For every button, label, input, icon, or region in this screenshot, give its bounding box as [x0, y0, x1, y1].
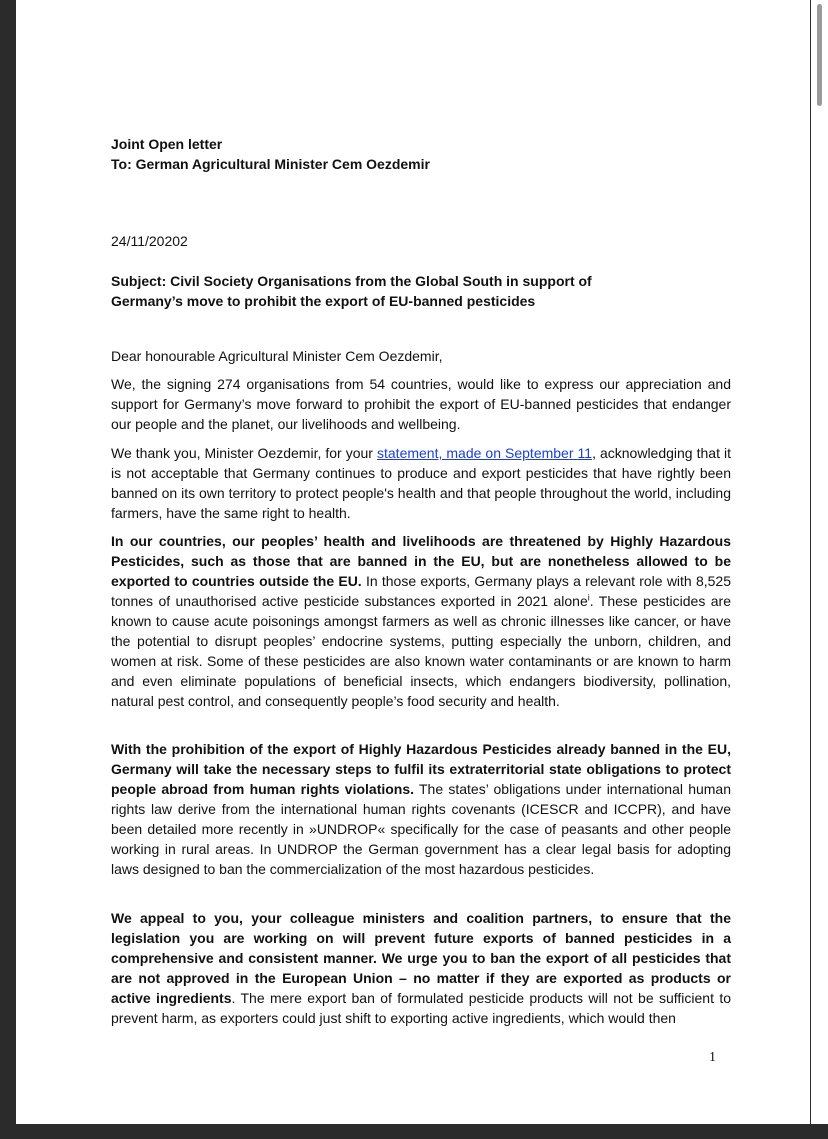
paragraph-1: We, the signing 274 organisations from 54 countries, would like to express our appreciation and support for Germany’s move forward to prohibit the export of EU-banned pesticides that endanger our people and the planet, our livelihoods and wellbeing. — [111, 376, 731, 432]
page-number: 1 — [709, 1050, 716, 1065]
paragraph-4-text: The states’ obligations under international human rights law derive from the international human rights covenants (ICESCR and ICCPR), and have been detailed more recently in »UNDROP« specifically for the case of peasants and other people working in rural areas. In UNDROP the German government has a clear legal basis for adopting laws designed to ban the commercialization of the most hazardous pesticides. — [111, 781, 731, 877]
paragraph-3-text-b: . These pesticides are known to cause acute poisonings amongst farmers as well as chronic illnesses like cancer, or have the potential to disrupt peoples’ endocrine systems, putting especially the unborn, children, and women at risk. Some of these pesticides are also known water contaminants or are known to harm and even eliminate populations of beneficial insects, which endangers biodiversity, pollination, natural pest control, and consequently people’s food security and health. — [111, 593, 731, 709]
footnote-marker: i — [587, 592, 590, 603]
paragraph-5-text: . The mere export ban of formulated pesticide products will not be sufficient to prevent harm, as exporters could just shift to exporting active ingredients, which would then — [111, 990, 731, 1026]
paragraph-2 — [111, 443, 731, 523]
letter-header — [111, 134, 731, 174]
paragraph-2-text-a: We thank you, Minister Oezdemir, for your — [111, 445, 377, 461]
paragraph-3-text-a: In those exports, Germany plays a relevant role with 8,525 tonnes of unauthorised active pesticide substances exported in 2021 alone — [111, 573, 731, 609]
paragraph-5-bold: We appeal to you, your colleague ministers and coalition partners, to ensure that the legislation you are working on will prevent future exports of banned pesticides in a comprehensive and consistent manner. We urge you to ban the export of all pesticides that are not approved in the European Union – no matter if they are exported as products or active ingredients — [111, 910, 731, 1006]
document-page — [16, 0, 810, 1124]
letter-subject — [111, 271, 731, 311]
paragraph-3 — [111, 531, 731, 711]
header-line-2: To: German Agricultural Minister Cem Oezdemir — [111, 156, 430, 172]
paragraph-4-bold: With the prohibition of the export of Highly Hazardous Pesticides already banned in the EU, Germany will take the necessary steps to fulfil its extraterritorial state obligations to protect people abroad from human rights violations. — [111, 741, 731, 797]
subject-line-1: Subject: Civil Society Organisations from the Global South in support of — [111, 273, 592, 289]
paragraph-2-text-b: , acknowledging that it is not acceptable that Germany continues to produce and export pesticides that have rightly been banned on its own territory to protect people's health and that people throughout the world, including farmers, have the same right to health. — [111, 445, 731, 521]
subject-line-2: Germany’s move to prohibit the export of EU-banned pesticides — [111, 293, 536, 309]
paragraph-3-bold: In our countries, our peoples’ health and livelihoods are threatened by Highly Hazardous Pesticides, such as those that are banned in the EU, but are nonetheless allowed to be exported to countries outside the EU. — [111, 533, 731, 589]
scrollbar-track[interactable] — [811, 0, 828, 1124]
letter-date: 24/11/20202 — [111, 233, 188, 249]
salutation: Dear honourable Agricultural Minister Cem Oezdemir, — [111, 348, 443, 364]
statement-link[interactable]: statement, made on September 11 — [377, 445, 593, 461]
paragraph-5 — [111, 908, 731, 1028]
scrollbar-thumb[interactable] — [817, 4, 822, 106]
header-line-1: Joint Open letter — [111, 136, 223, 152]
paragraph-4 — [111, 739, 731, 879]
